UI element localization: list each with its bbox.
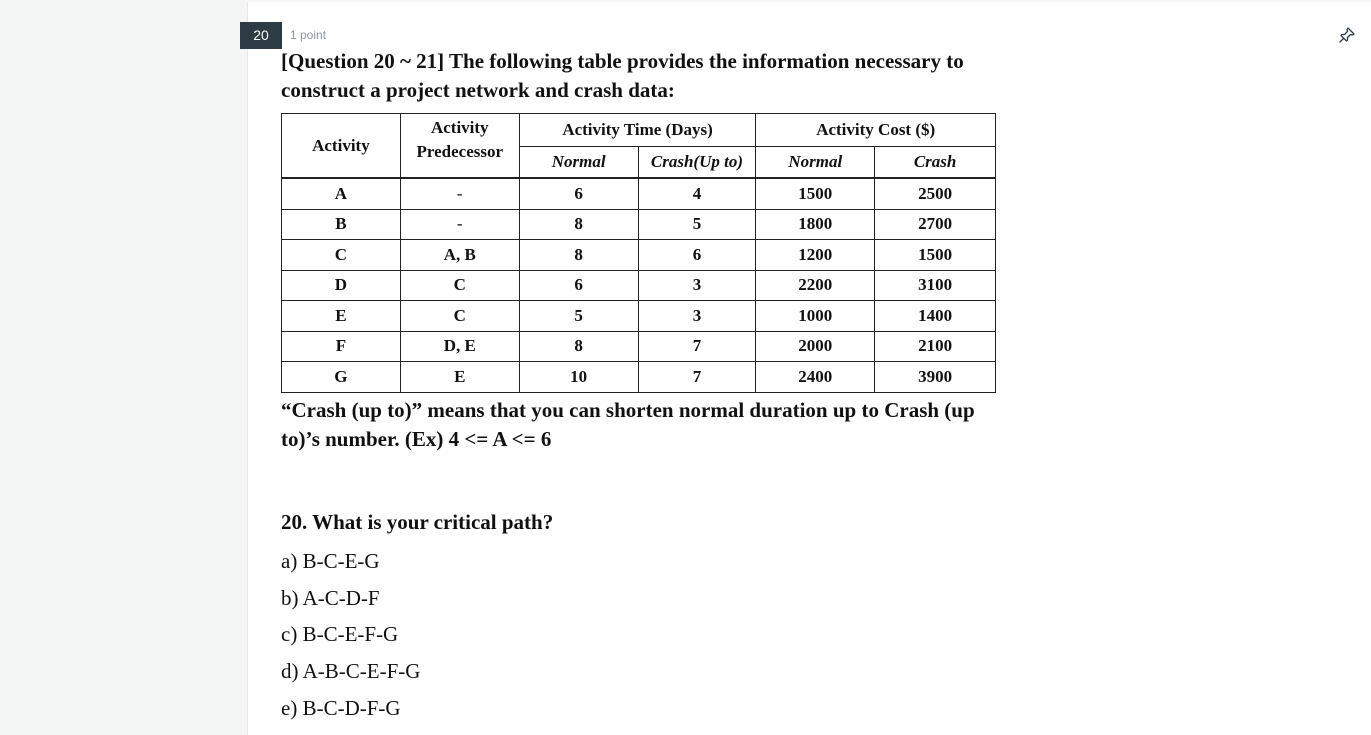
- cell-normal-time: 8: [519, 209, 638, 240]
- answer-option-b[interactable]: b) A-C-D-F: [281, 586, 380, 610]
- crash-data-table: [281, 113, 996, 393]
- header-predecessor-label: Activity Predecessor: [416, 118, 504, 161]
- cell-normal-cost: 1000: [756, 301, 875, 332]
- cell-normal-time: 10: [519, 362, 638, 393]
- cell-predecessor: -: [400, 178, 519, 209]
- pin-icon[interactable]: [1338, 26, 1356, 44]
- cell-predecessor: A, B: [400, 240, 519, 271]
- header-normal-time: Normal: [519, 147, 638, 179]
- cell-activity: C: [282, 240, 401, 271]
- cell-normal-time: 5: [519, 301, 638, 332]
- cell-normal-time: 8: [519, 240, 638, 271]
- cell-crash-cost: 2100: [875, 331, 996, 362]
- cell-predecessor: -: [400, 209, 519, 240]
- cell-normal-cost: 2000: [756, 331, 875, 362]
- table-row: [282, 178, 996, 209]
- cell-activity: G: [282, 362, 401, 393]
- cell-crash-cost: 1400: [875, 301, 996, 332]
- cell-crash-time: 3: [638, 301, 756, 332]
- header-activity: Activity: [282, 114, 401, 179]
- cell-crash-time: 5: [638, 209, 756, 240]
- header-normal-cost: Normal: [756, 147, 875, 179]
- cell-activity: F: [282, 331, 401, 362]
- table-row: [282, 240, 996, 271]
- cell-crash-cost: 2500: [875, 178, 996, 209]
- table-row: [282, 209, 996, 240]
- cell-activity: D: [282, 270, 401, 301]
- cell-activity: B: [282, 209, 401, 240]
- cell-normal-cost: 1500: [756, 178, 875, 209]
- answer-option-c[interactable]: c) B-C-E-F-G: [281, 622, 399, 646]
- question-number-badge: 20: [240, 22, 282, 49]
- answer-option-a[interactable]: a) B-C-E-G: [281, 549, 380, 573]
- cell-crash-time: 6: [638, 240, 756, 271]
- cell-normal-time: 6: [519, 178, 638, 209]
- cell-predecessor: D, E: [400, 331, 519, 362]
- header-crash-time: Crash(Up to): [638, 147, 756, 179]
- question-intro: [Question 20 ~ 21] The following table provides the information necessary to construct a project network and crash data:: [281, 49, 964, 102]
- cell-crash-time: 7: [638, 362, 756, 393]
- answer-option-d[interactable]: d) A-B-C-E-F-G: [281, 659, 421, 683]
- question-prompt: 20. What is your critical path?: [281, 510, 554, 534]
- cell-crash-cost: 1500: [875, 240, 996, 271]
- table-row: [282, 270, 996, 301]
- cell-normal-cost: 2400: [756, 362, 875, 393]
- cell-normal-cost: 1800: [756, 209, 875, 240]
- cell-crash-time: 7: [638, 331, 756, 362]
- header-activity-cost: Activity Cost ($): [756, 114, 996, 147]
- table-row: [282, 331, 996, 362]
- cell-predecessor: C: [400, 270, 519, 301]
- cell-crash-time: 3: [638, 270, 756, 301]
- cell-crash-time: 4: [638, 178, 756, 209]
- header-crash-cost: Crash: [875, 147, 996, 179]
- cell-normal-cost: 2200: [756, 270, 875, 301]
- crash-note: “Crash (up to)” means that you can shorten normal duration up to Crash (up to)’s number. (Ex) 4 <= A <= 6: [281, 398, 975, 451]
- cell-normal-time: 6: [519, 270, 638, 301]
- cell-crash-cost: 3100: [875, 270, 996, 301]
- cell-predecessor: E: [400, 362, 519, 393]
- cell-predecessor: C: [400, 301, 519, 332]
- answer-option-e[interactable]: e) B-C-D-F-G: [281, 696, 401, 720]
- cell-activity: A: [282, 178, 401, 209]
- cell-activity: E: [282, 301, 401, 332]
- cell-normal-cost: 1200: [756, 240, 875, 271]
- header-activity-time: Activity Time (Days): [519, 114, 756, 147]
- question-points: 1 point: [290, 28, 327, 42]
- cell-crash-cost: 3900: [875, 362, 996, 393]
- header-predecessor: [400, 114, 519, 179]
- table-row: [282, 301, 996, 332]
- table-row: [282, 362, 996, 393]
- cell-crash-cost: 2700: [875, 209, 996, 240]
- cell-normal-time: 8: [519, 331, 638, 362]
